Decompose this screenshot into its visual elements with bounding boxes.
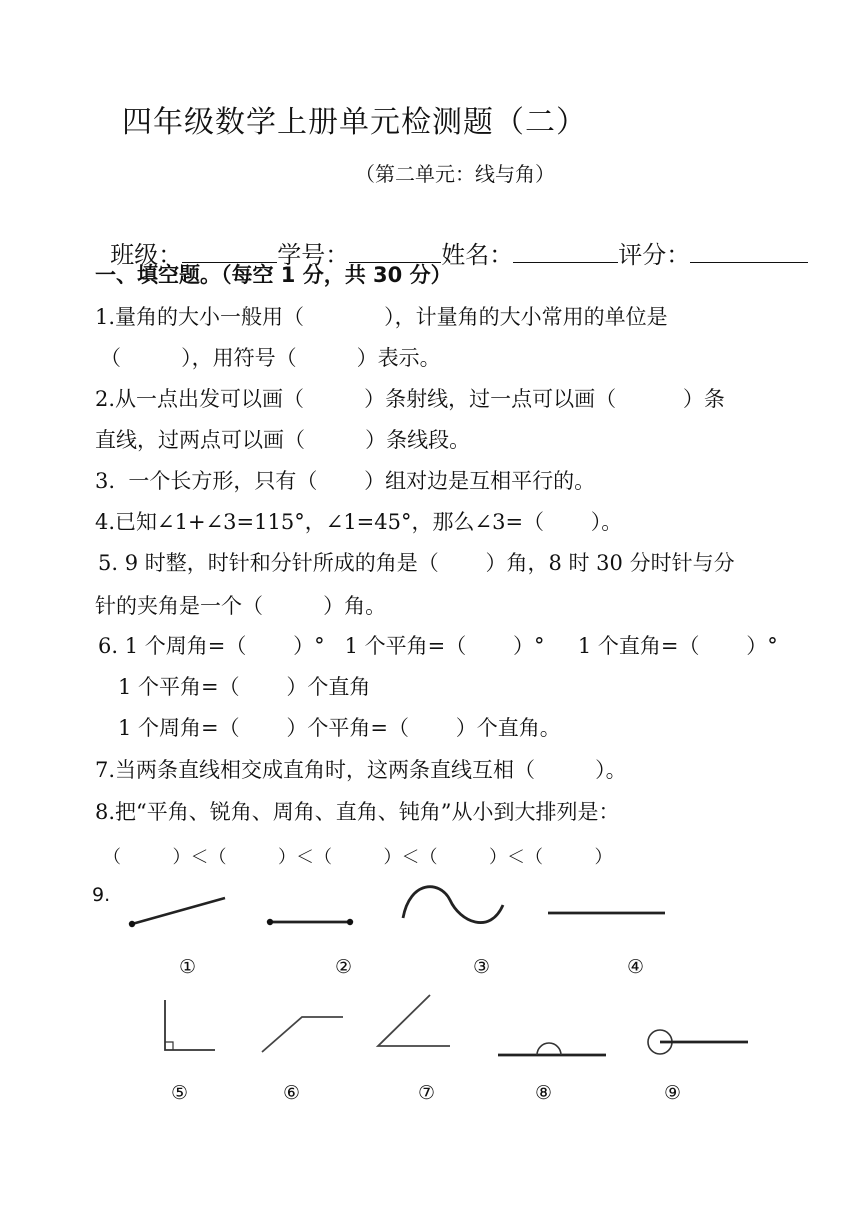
figure-1-segment <box>129 898 225 927</box>
figure-number-4: ④ <box>627 956 645 978</box>
question-line: 1 个平角=（ ）个直角 <box>98 675 371 699</box>
section-heading: 一、填空题。（每空 1 分，共 30 分） <box>95 263 452 287</box>
question-line: 针的夹角是一个（ ）角。 <box>95 594 387 618</box>
figure-7-acute-angle <box>378 995 450 1046</box>
class-label: 班级： <box>110 241 183 269</box>
question-line: 1 个周角=（ ）个平角=（ ）个直角。 <box>98 716 561 740</box>
figure-2-segment <box>267 919 353 925</box>
figure-8-straight-angle <box>498 1043 606 1055</box>
score-label: 评分： <box>618 241 691 269</box>
question-line: 直线，过两点可以画（ ）条线段。 <box>95 428 471 452</box>
question-line: 1.量角的大小一般用（ ），计量角的大小常用的单位是 <box>95 305 668 329</box>
student-id-label: 学号： <box>277 241 350 269</box>
figure-3-curve <box>403 887 503 923</box>
question-line: 7.当两条直线相交成直角时，这两条直线互相（ ）。 <box>95 758 627 782</box>
figure-9-full-angle <box>648 1030 748 1054</box>
figure-number-7: ⑦ <box>418 1082 436 1104</box>
figure-number-8: ⑧ <box>535 1082 553 1104</box>
question-line: 2.从一点出发可以画（ ）条射线，过一点可以画（ ）条 <box>95 387 725 411</box>
figure-6-obtuse-angle <box>262 1017 343 1052</box>
figure-number-3: ③ <box>473 956 491 978</box>
name-label: 姓名： <box>441 241 514 269</box>
figure-number-5: ⑤ <box>171 1082 189 1104</box>
question-line: 6. 1 个周角=（ ）° 1 个平角=（ ）° 1 个直角=（ ）° <box>98 634 778 658</box>
figure-number-6: ⑥ <box>283 1082 301 1104</box>
figure-number-9: ⑨ <box>664 1082 682 1104</box>
question-line: 3. 一个长方形，只有（ ）组对边是互相平行的。 <box>95 469 596 493</box>
figure-5-right-angle <box>165 1000 215 1050</box>
figure-number-1: ① <box>179 956 197 978</box>
question-line: 8.把“平角、锐角、周角、直角、钝角”从小到大排列是： <box>95 800 620 824</box>
question-line: 4.已知∠1+∠3=115°，∠1=45°，那么∠3=（ ）。 <box>95 510 623 534</box>
page-subtitle: （第二单元：线与角） <box>355 162 555 186</box>
figure-number-2: ② <box>335 956 353 978</box>
question-9-label: 9. <box>92 884 111 906</box>
question-line: （ ），用符号（ ）表示。 <box>100 346 441 370</box>
page-title: 四年级数学上册单元检测题（二） <box>122 105 587 140</box>
question-line: 5. 9 时整，时针和分针所成的角是（ ）角，8 时 30 分时针与分 <box>98 551 735 575</box>
question-line: （ ）＜（ ）＜（ ）＜（ ）＜（ ） <box>103 847 613 868</box>
